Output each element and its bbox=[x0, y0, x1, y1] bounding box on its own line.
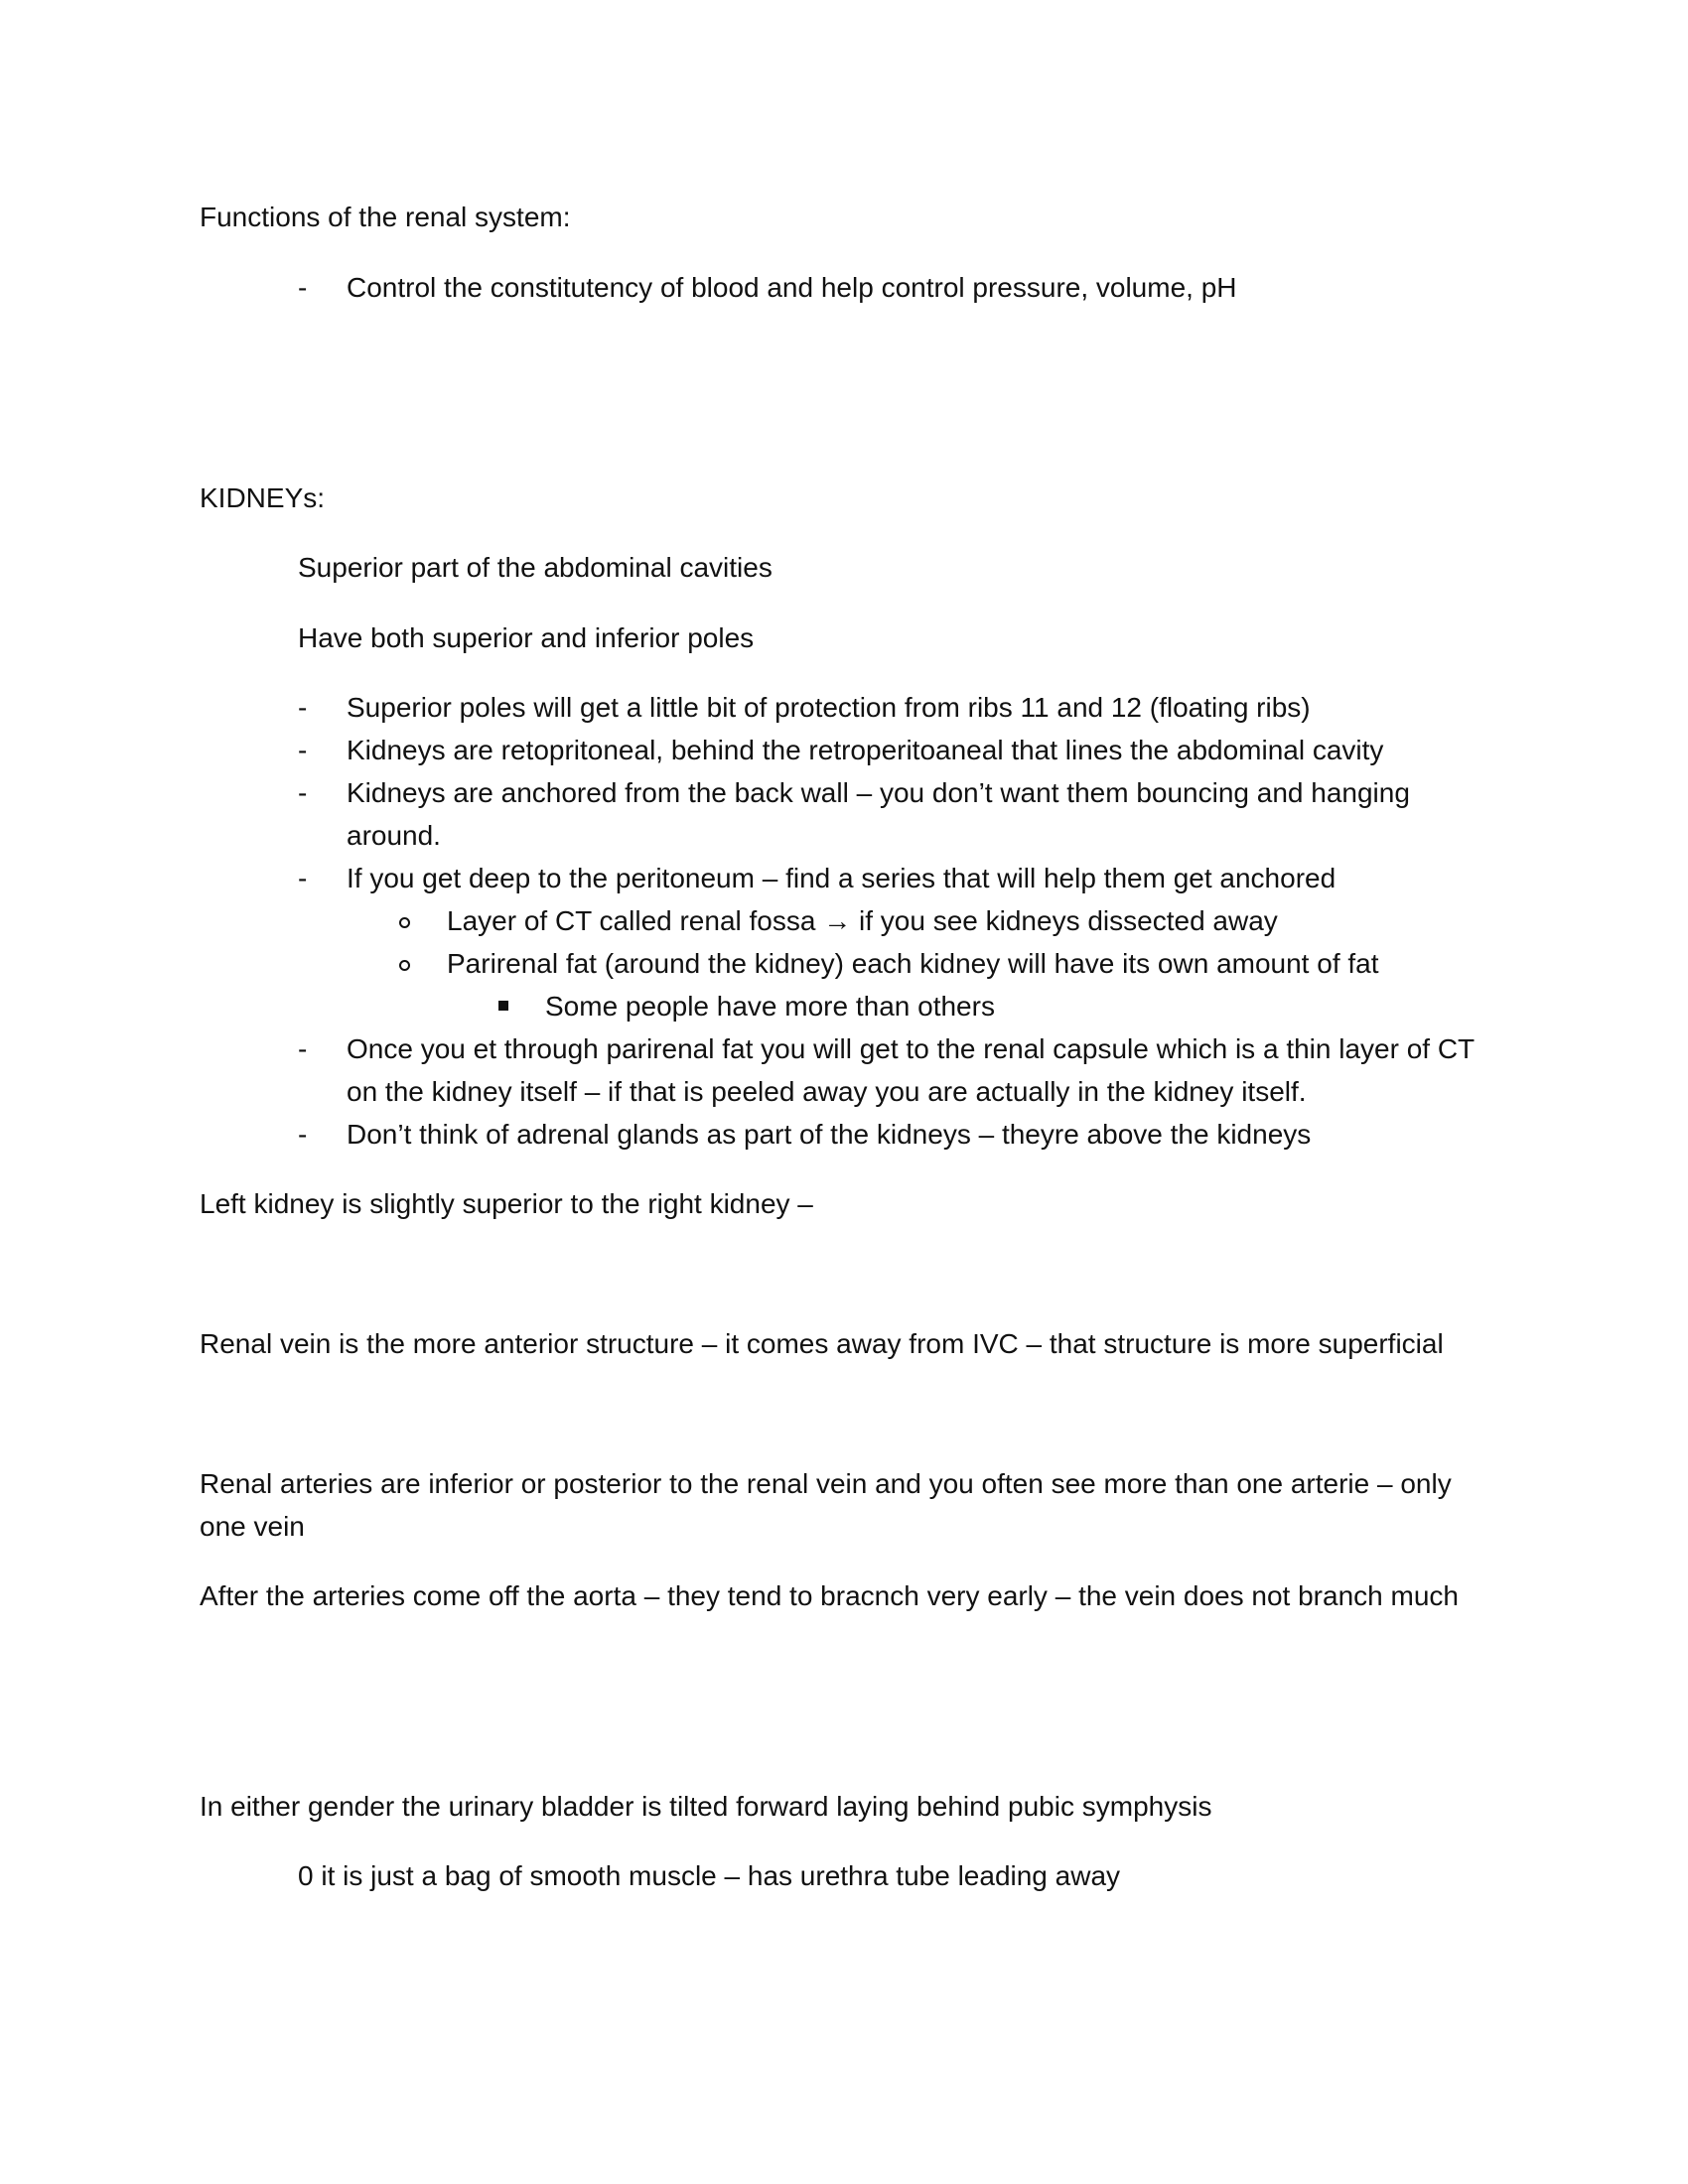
functions-heading: Functions of the renal system: bbox=[200, 202, 571, 232]
kidneys-paragraph: Superior part of the abdominal cavities bbox=[298, 552, 773, 583]
dash-bullet: - bbox=[298, 272, 308, 303]
square-bullet-icon bbox=[498, 1001, 508, 1011]
paragraph-bladder-sub: 0 it is just a bag of smooth muscle – has urethra tube leading away bbox=[298, 1860, 1121, 1891]
kidneys-heading: KIDNEYs: bbox=[200, 482, 326, 513]
paragraph-renal-arteries: Renal arteries are inferior or posterior to the renal vein and you often see more than one arterie – only bbox=[200, 1468, 1452, 1499]
dash-bullet: - bbox=[298, 1119, 308, 1150]
sub-bullet-item: Parirenal fat (around the kidney) each kidney will have its own amount of fat bbox=[447, 948, 1379, 979]
paragraph-left-kidney: Left kidney is slightly superior to the right kidney – bbox=[200, 1188, 813, 1219]
bullet-item: Kidneys are anchored from the back wall – you don’t want them bouncing and hanging bbox=[347, 777, 1410, 808]
circle-bullet-icon bbox=[399, 960, 410, 971]
bullet-item: If you get deep to the peritoneum – find a series that will help them get anchored bbox=[347, 863, 1336, 893]
dash-bullet: - bbox=[298, 692, 308, 723]
paragraph-bladder: In either gender the urinary bladder is tilted forward laying behind pubic symphysis bbox=[200, 1791, 1212, 1822]
bullet-item: Don’t think of adrenal glands as part of the kidneys – theyre above the kidneys bbox=[347, 1119, 1312, 1150]
circle-bullet-icon bbox=[399, 917, 410, 928]
dash-bullet: - bbox=[298, 863, 308, 893]
dash-bullet: - bbox=[298, 1033, 308, 1064]
dash-bullet: - bbox=[298, 735, 308, 765]
bullet-item-continuation: around. bbox=[347, 820, 441, 851]
bullet-item: Kidneys are retopritoneal, behind the retroperitoaneal that lines the abdominal cavity bbox=[347, 735, 1384, 765]
bullet-item-continuation: on the kidney itself – if that is peeled away you are actually in the kidney itself. bbox=[347, 1076, 1307, 1107]
sub-sub-bullet-item: Some people have more than others bbox=[545, 991, 995, 1022]
sub-bullet-item: Layer of CT called renal fossa → if you see kidneys dissected away bbox=[447, 905, 1278, 936]
paragraph-arteries-branch: After the arteries come off the aorta – they tend to bracnch very early – the vein does not branch much bbox=[200, 1580, 1459, 1611]
dash-bullet: - bbox=[298, 777, 308, 808]
bullet-item: Once you et through parirenal fat you will get to the renal capsule which is a thin layer of CT bbox=[347, 1033, 1476, 1064]
functions-item: Control the constitutency of blood and help control pressure, volume, pH bbox=[347, 272, 1237, 303]
paragraph-renal-arteries-continuation: one vein bbox=[200, 1511, 305, 1542]
bullet-item: Superior poles will get a little bit of protection from ribs 11 and 12 (floating ribs) bbox=[347, 692, 1311, 723]
kidneys-paragraph: Have both superior and inferior poles bbox=[298, 622, 755, 653]
paragraph-renal-vein: Renal vein is the more anterior structure – it comes away from IVC – that structure is more superficial bbox=[200, 1328, 1444, 1359]
